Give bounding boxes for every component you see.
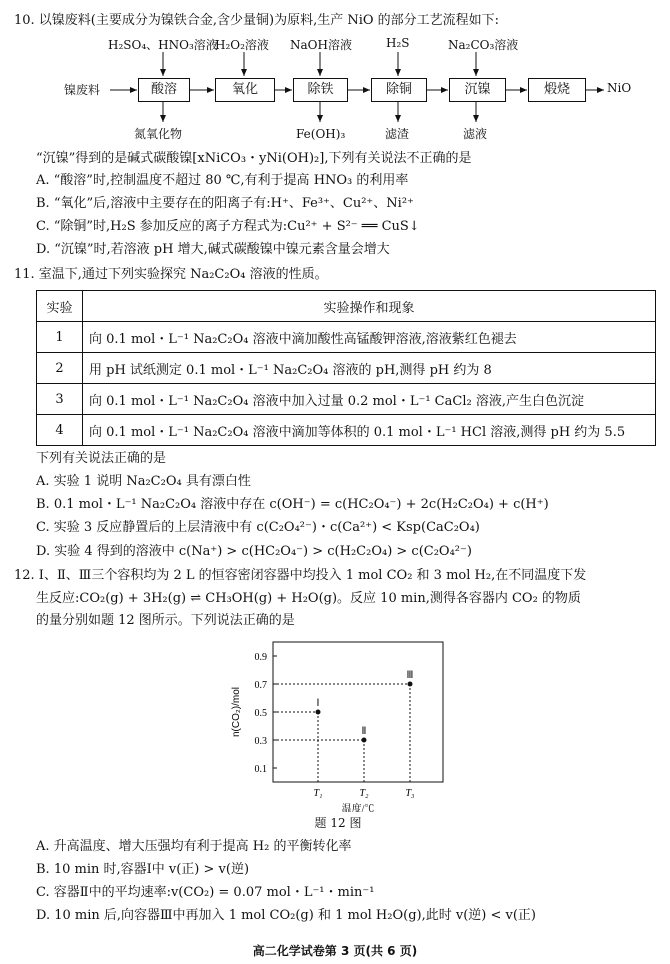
q10-note: “沉镍”得到的是碱式碳酸镍[xNiCO₃・yNi(OH)₂],下列有关说法不正确的是 (36, 151, 472, 166)
q10-stem: 10. 以镍废料(主要成分为镍铁合金,含少量铜)为原料,生产 NiO 的部分工艺流程如下: (14, 13, 500, 28)
q11-option-b: B. 0.1 mol・L⁻¹ Na₂C₂O₄ 溶液中存在 c(OH⁻) = c(HC₂O₄⁻) + 2c(H₂C₂O₄) + c(H⁺) (36, 497, 549, 512)
data-point (408, 682, 413, 687)
q12-stem-2: 生反应:CO₂(g) + 3H₂(g) ⇌ CH₃OH(g) + H₂O(g)。反应 10 min,测得各容器内 CO₂ 的物质 (36, 591, 581, 606)
data-point (316, 710, 321, 715)
table-row (37, 415, 656, 446)
q12-stem-1: 12. Ⅰ、Ⅱ、Ⅲ三个容积均为 2 L 的恒容密闭容器中均投入 1 mol CO₂ 和 3 mol H₂,在不同温度下发 (14, 568, 587, 583)
q11-option-a: A. 实验 1 说明 Na₂C₂O₄ 具有漂白性 (36, 474, 251, 489)
table-cell-text: 向 0.1 mol・L⁻¹ Na₂C₂O₄ 溶液中滴加酸性高锰酸钾溶液,溶液紫红色褪去 (83, 322, 656, 353)
q12-caption: 题 12 图 (314, 816, 362, 830)
q12-option-d: D. 10 min 后,向容器Ⅲ中再加入 1 mol CO₂(g) 和 1 mol H₂O(g),此时 v(逆) < v(正) (36, 908, 536, 923)
reagent-h2s: H₂S (386, 36, 410, 50)
y-tick-label: 0.7 (254, 680, 267, 691)
table-cell-num: 1 (37, 322, 83, 353)
flow-step-remove-copper: 除铜 (371, 78, 427, 102)
reagent-acid: H₂SO₄、HNO₃溶液 (108, 38, 218, 52)
flow-step-oxidize: 氧化 (215, 78, 275, 102)
q12-option-a: A. 升高温度、增大压强均有利于提高 H₂ 的平衡转化率 (36, 839, 352, 854)
q10-option-d: D. “沉镍”时,若溶液 pH 增大,碱式碳酸镍中镍元素含量会增大 (36, 242, 390, 257)
y-tick-label: 0.1 (254, 764, 267, 775)
table-cell-text: 用 pH 试纸测定 0.1 mol・L⁻¹ Na₂C₂O₄ 溶液的 pH,测得 pH 约为 8 (83, 353, 656, 384)
reagent-naoh: NaOH溶液 (290, 38, 352, 52)
q10-option-c: C. “除铜”时,H₂S 参加反应的离子方程式为:Cu²⁺ + S²⁻ ══ CuS↓ (36, 219, 420, 234)
flow-input: 镍废料 (64, 83, 101, 97)
q12-stem-3: 的量分别如题 12 图所示。下列说法正确的是 (36, 613, 295, 628)
flow-step-acid: 酸溶 (138, 78, 190, 102)
y-tick-label: 0.9 (254, 652, 267, 663)
table-header-procedure: 实验操作和现象 (83, 291, 656, 322)
byproduct-nox: 氮氧化物 (134, 127, 183, 141)
table-cell-text: 向 0.1 mol・L⁻¹ Na₂C₂O₄ 溶液中滴加等体积的 0.1 mol・L⁻¹ HCl 溶液,测得 pH 约为 5.5 (83, 415, 656, 446)
q11-option-c: C. 实验 3 反应静置后的上层清液中有 c(C₂O₄²⁻)・c(Ca²⁺) < Ksp(CaC₂O₄) (36, 520, 480, 535)
y-tick-label: 0.3 (254, 736, 267, 747)
table-cell-num: 2 (37, 353, 83, 384)
table-header-row (37, 291, 656, 322)
data-point (362, 738, 367, 743)
q10-flowchart (0, 30, 670, 148)
reagent-na2co3: Na₂CO₃溶液 (448, 38, 519, 52)
table-cell-num: 4 (37, 415, 83, 446)
x-tick-label: T₁ (313, 788, 323, 799)
table-row (37, 353, 656, 384)
byproduct-filtrate: 滤液 (463, 127, 488, 141)
q10-option-b: B. “氧化”后,溶液中主要存在的阳离子有:H⁺、Fe³⁺、Cu²⁺、Ni²⁺ (36, 196, 414, 211)
q10-option-a: A. “酸溶”时,控制温度不超过 80 ℃,有利于提高 HNO₃ 的利用率 (36, 173, 409, 188)
table-header-experiment: 实验 (37, 291, 83, 322)
byproduct-residue: 滤渣 (385, 127, 410, 141)
flow-output: NiO (607, 81, 632, 95)
flow-step-calcine: 煅烧 (528, 78, 586, 102)
reagent-h2o2: H₂O₂溶液 (215, 38, 269, 52)
q12-chart (215, 632, 475, 812)
page-footer: 高二化学试卷第 3 页(共 6 页) (252, 944, 418, 958)
q12-option-b: B. 10 min 时,容器Ⅰ中 v(正) > v(逆) (36, 862, 250, 877)
y-tick-label: 0.5 (254, 708, 267, 719)
point-label: Ⅰ (316, 698, 320, 709)
q11-stem: 11. 室温下,通过下列实验探究 Na₂C₂O₄ 溶液的性质。 (14, 267, 328, 282)
y-axis-label: n(CO₂)/mol (231, 687, 242, 737)
x-axis-label: 温度/℃ (341, 804, 375, 812)
flow-step-remove-iron: 除铁 (293, 78, 348, 102)
q12-option-c: C. 容器Ⅱ中的平均速率:v(CO₂) = 0.07 mol・L⁻¹・min⁻¹ (36, 885, 375, 900)
table-cell-num: 3 (37, 384, 83, 415)
byproduct-feoh3: Fe(OH)₃ (296, 127, 346, 141)
q11-option-d: D. 实验 4 得到的溶液中 c(Na⁺) > c(HC₂O₄⁻) > c(H₂C₂O₄) > c(C₂O₄²⁻) (36, 544, 472, 559)
x-tick-label: T₂ (359, 788, 369, 799)
point-label: Ⅱ (361, 726, 367, 737)
q11-prompt: 下列有关说法正确的是 (36, 451, 167, 466)
table-row (37, 384, 656, 415)
point-label: Ⅲ (406, 670, 414, 681)
table-row (37, 322, 656, 353)
q11-experiment-table (36, 290, 656, 446)
x-tick-label: T₃ (405, 788, 415, 799)
table-cell-text: 向 0.1 mol・L⁻¹ Na₂C₂O₄ 溶液中加入过量 0.2 mol・L⁻¹ CaCl₂ 溶液,产生白色沉淀 (83, 384, 656, 415)
flow-step-precipitate-ni: 沉镍 (449, 78, 506, 102)
